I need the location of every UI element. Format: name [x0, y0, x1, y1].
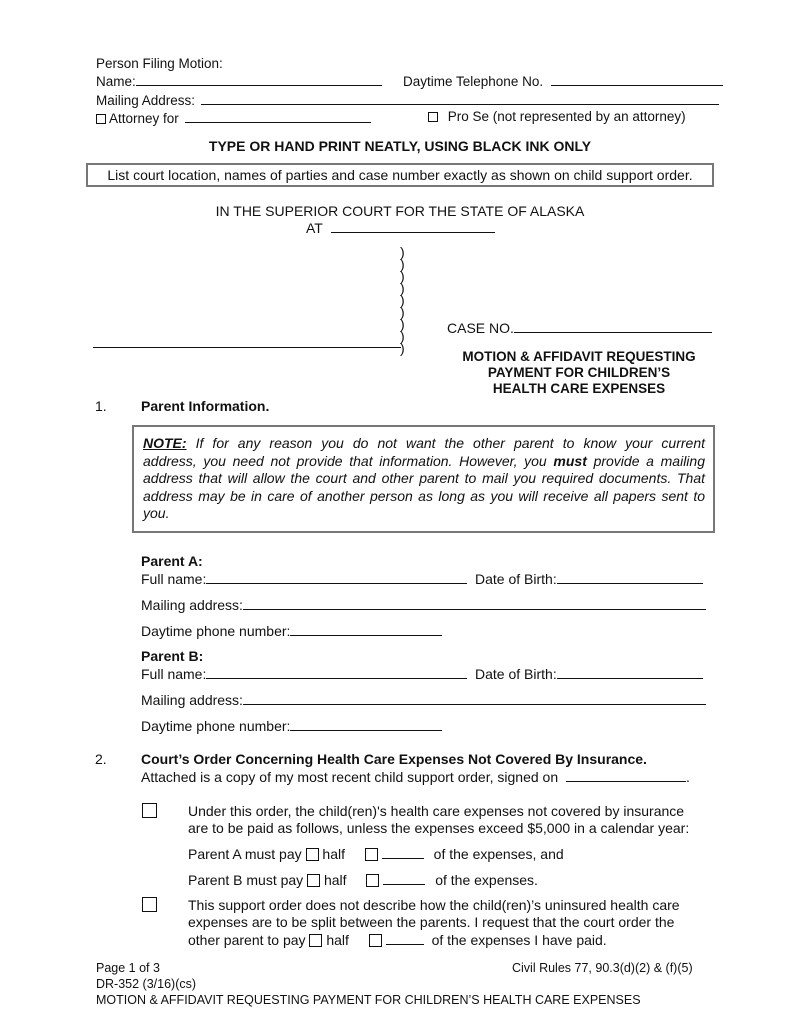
parent-b-other-field[interactable]: [383, 871, 425, 885]
section1-number: 1.: [95, 398, 107, 414]
attorney-field[interactable]: [185, 109, 371, 123]
list-court-note: List court location, names of parties and case number exactly as shown on child support order.: [86, 163, 714, 187]
parent-a-pay-label: Parent A must pay: [188, 846, 302, 862]
parent-a-pay-row: [188, 845, 564, 862]
parent-b-other-checkbox[interactable]: [366, 874, 379, 887]
dob-label: Date of Birth:: [475, 666, 557, 682]
half-label: half: [322, 846, 345, 862]
parent-b-half-checkbox[interactable]: [307, 874, 320, 887]
parent-b-mailing-row: [141, 691, 706, 708]
parent-b-pay-label: Parent B must pay: [188, 872, 304, 888]
parent-b-dob-field[interactable]: [557, 665, 703, 679]
section2-heading: Court’s Order Concerning Health Care Expenses Not Covered By Insurance.: [141, 751, 647, 767]
of-expenses-label: of the expenses.: [435, 872, 538, 888]
mailing-field[interactable]: [201, 91, 719, 105]
half-label: half: [326, 932, 349, 948]
phone-row: [403, 72, 723, 89]
name-row: [96, 72, 382, 89]
attached-row: [141, 768, 690, 785]
parent-a-dob-field[interactable]: [557, 570, 703, 584]
mailing-address-label: Mailing address:: [141, 597, 243, 613]
case-no-row: [447, 319, 712, 336]
court-title: IN THE SUPERIOR COURT FOR THE STATE OF ALASKA: [215, 203, 585, 219]
mailing-row: [96, 91, 719, 108]
option2-checkbox[interactable]: [142, 897, 157, 912]
note-label: NOTE:: [143, 435, 187, 451]
parties-field[interactable]: [93, 347, 401, 348]
parent-b-name-field[interactable]: [206, 665, 467, 679]
footer-form-title: MOTION & AFFIDAVIT REQUESTING PAYMENT FOR CHILDREN’S HEALTH CARE EXPENSES: [96, 993, 641, 1007]
parent-b-heading: Parent B:: [141, 648, 204, 664]
parent-a-dob-row: [475, 570, 703, 587]
parent-b-dob-row: [475, 665, 703, 682]
case-no-field[interactable]: [514, 319, 712, 333]
name-label: Name:: [96, 74, 136, 89]
caption-parens: ) ) ) ) ) ) ) ) ): [400, 244, 405, 356]
parent-b-phone-row: [141, 717, 442, 734]
mailing-label: Mailing Address:: [96, 93, 196, 108]
person-filing-label: Person Filing Motion:: [96, 56, 223, 71]
attorney-checkbox[interactable]: [96, 114, 106, 124]
attached-text: Attached is a copy of my most recent child support order, signed on: [141, 769, 559, 785]
full-name-label: Full name:: [141, 666, 207, 682]
option2-other-checkbox[interactable]: [369, 934, 382, 947]
parent-a-heading: Parent A:: [141, 553, 203, 569]
dob-label: Date of Birth:: [475, 571, 557, 587]
parent-a-mailing-field[interactable]: [243, 596, 706, 610]
note-box: NOTE: If for any reason you do not want the other parent to know your current address, you need not provide that information. However, you must provide a mailing address that will allow the court and other parent to mail you required documents. That address may be in care of another person as long as you will receive all papers sent to you.: [132, 425, 715, 533]
prose-label: Pro Se (not represented by an attorney): [447, 109, 686, 124]
parent-a-name-row: [141, 570, 467, 587]
instruction: TYPE OR HAND PRINT NEATLY, USING BLACK INK ONLY: [208, 138, 592, 154]
attorney-label: Attorney for: [109, 111, 179, 126]
parent-a-mailing-row: [141, 596, 706, 613]
at-field[interactable]: [331, 219, 495, 233]
phone-number-label: Daytime phone number:: [141, 623, 291, 639]
phone-label: Daytime Telephone No.: [403, 74, 544, 89]
parent-b-phone-field[interactable]: [290, 717, 442, 731]
at-row: [306, 219, 495, 236]
parent-b-mailing-field[interactable]: [243, 691, 706, 705]
prose-row: [428, 109, 686, 124]
full-name-label: Full name:: [141, 571, 207, 587]
section1-heading: Parent Information.: [141, 398, 270, 414]
at-label: AT: [306, 220, 323, 236]
case-no-label: CASE NO.: [447, 320, 514, 336]
parent-a-name-field[interactable]: [206, 570, 467, 584]
parent-b-name-row: [141, 665, 467, 682]
footer-rules: Civil Rules 77, 90.3(d)(2) & (f)(5): [512, 961, 693, 975]
signed-on-field[interactable]: [566, 768, 686, 782]
parent-b-pay-row: [188, 871, 538, 888]
parent-a-phone-field[interactable]: [290, 622, 442, 636]
option2-other-field[interactable]: [386, 931, 424, 945]
of-expenses-and-label: of the expenses, and: [433, 846, 564, 862]
option2-text: This support order does not describe how the child(ren)’s uninsured health care expenses are to be split between the parents. I request that the court order the other parent to pay half of the expenses I have paid.: [188, 897, 680, 948]
mailing-address-label: Mailing address:: [141, 692, 243, 708]
form-title: MOTION & AFFIDAVIT REQUESTING PAYMENT FOR CHILDREN’S HEALTH CARE EXPENSES: [462, 349, 696, 396]
parent-a-phone-row: [141, 622, 442, 639]
phone-number-label: Daytime phone number:: [141, 718, 291, 734]
parent-a-half-checkbox[interactable]: [306, 848, 319, 861]
prose-checkbox[interactable]: [428, 112, 438, 122]
footer-form-no: DR-352 (3/16)(cs): [96, 977, 197, 991]
option2-half-checkbox[interactable]: [309, 934, 322, 947]
parent-a-other-checkbox[interactable]: [365, 848, 378, 861]
half-label: half: [323, 872, 347, 888]
attorney-row: [96, 109, 371, 126]
option1-text: Under this order, the child(ren)'s health care expenses not covered by insurance are to be paid as follows, unless the expenses exceed $5,000 in a calendar year:: [188, 803, 690, 836]
phone-field[interactable]: [551, 72, 723, 86]
footer-page: Page 1 of 3: [96, 961, 160, 975]
option2-line3: other parent to pay half of the expenses I have paid.: [188, 932, 607, 948]
option1-checkbox[interactable]: [142, 803, 157, 818]
period: .: [686, 769, 690, 785]
name-field[interactable]: [136, 72, 382, 86]
parent-a-other-field[interactable]: [382, 845, 424, 859]
section2-number: 2.: [95, 751, 107, 767]
